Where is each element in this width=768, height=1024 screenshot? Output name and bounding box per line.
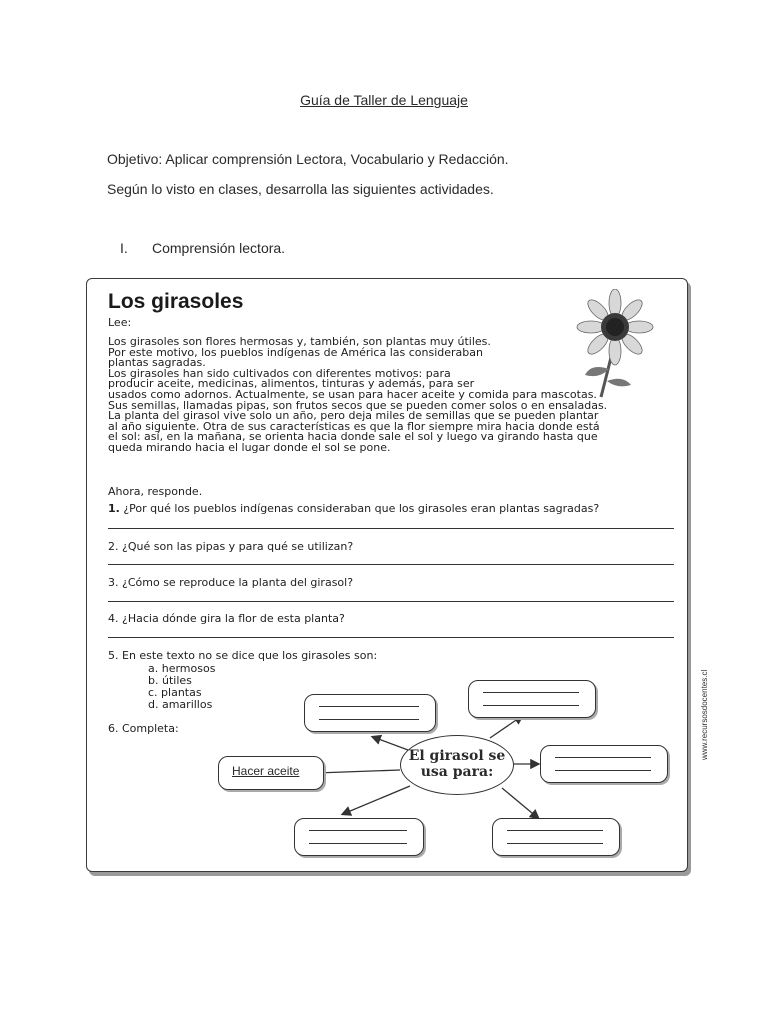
story-line: La planta del girasol vive solo un año, pero deja miles de semillas que se pueden plantar [108, 409, 599, 423]
question-6: 6. Completa: [108, 722, 179, 735]
answer-box-bottom-left[interactable] [294, 818, 424, 856]
question-text: ¿Por qué los pueblos indígenas consideraban que los girasoles eran plantas sagradas? [123, 502, 600, 515]
story-line: el sol: así, en la mañana, se orienta hacia donde sale el sol y luego va girando hasta que [108, 430, 598, 444]
worksheet-title: Los girasoles [108, 290, 244, 313]
question-number: 2. [108, 540, 119, 553]
story-line: usados como adornos. Actualmente, se usan para hacer aceite y comida para mascotas. [108, 387, 597, 401]
option-c[interactable]: c. plantas [148, 686, 202, 699]
question-number: 3. [108, 576, 119, 589]
story-line: plantas sagradas. [108, 356, 206, 370]
question-number: 4. [108, 612, 119, 625]
story-line: producir aceite, medicinas, alimentos, tinturas y además, para ser [108, 377, 475, 391]
objective-text: Objetivo: Aplicar comprensión Lectora, Vocabulario y Redacción. [107, 151, 509, 167]
option-b[interactable]: b. útiles [148, 674, 192, 687]
arrow-left [316, 770, 400, 773]
diagram-center [400, 735, 514, 795]
arrow-top-right [490, 716, 522, 738]
question-text: ¿Hacia dónde gira la flor de esta planta? [122, 612, 345, 625]
story-line: Los girasoles son flores hermosas y, también, son plantas muy útiles. [108, 335, 491, 348]
arrow-bottom-left [343, 786, 410, 814]
arrow-bottom-right [502, 788, 538, 818]
option-a[interactable]: a. hermosos [148, 662, 216, 675]
story-line: Por este motivo, los pueblos indígenas de América las consideraban [108, 345, 483, 359]
question-5: 5. En este texto no se dice que los girasoles son: [108, 649, 378, 662]
story-line: queda mirando hacia el lugar donde el sol se pone. [108, 440, 391, 454]
question-text: ¿Cómo se reproduce la planta del girasol? [122, 576, 354, 589]
given-answer: Hacer aceite [232, 764, 300, 778]
read-label: Lee: [108, 316, 132, 329]
question-text: ¿Qué son las pipas y para qué se utilizan? [122, 540, 354, 553]
question-number: 1. [108, 502, 120, 515]
option-d[interactable]: d. amarillos [148, 698, 213, 711]
answer-box-top-left[interactable] [304, 694, 436, 732]
instruction-text: Según lo visto en clases, desarrolla las siguientes actividades. [107, 181, 494, 197]
diagram-center-line-2: usa para: [420, 764, 494, 780]
story-line: Sus semillas, llamadas pipas, son frutos secos que se pueden comer solos o en ensaladas. [108, 398, 608, 412]
section-number: I. [120, 240, 128, 256]
answer-heading: Ahora, responde. [108, 485, 203, 498]
section-title: Comprensión lectora. [152, 240, 286, 256]
story-line: Los girasoles han sido cultivados con diferentes motivos: para [108, 366, 451, 380]
source-credit: www.recursosdocentes.cl [700, 669, 709, 760]
story-line: al año siguiente. Otra de sus características es que la flor siempre mira hacia donde está [108, 419, 600, 433]
answer-box-bottom-right[interactable] [492, 818, 620, 856]
answer-box-top-right[interactable] [468, 680, 596, 718]
diagram-center-line-1: El girasol se [408, 748, 506, 764]
answer-box-right[interactable] [540, 745, 668, 783]
document-title: Guía de Taller de Lenguaje [300, 92, 468, 108]
